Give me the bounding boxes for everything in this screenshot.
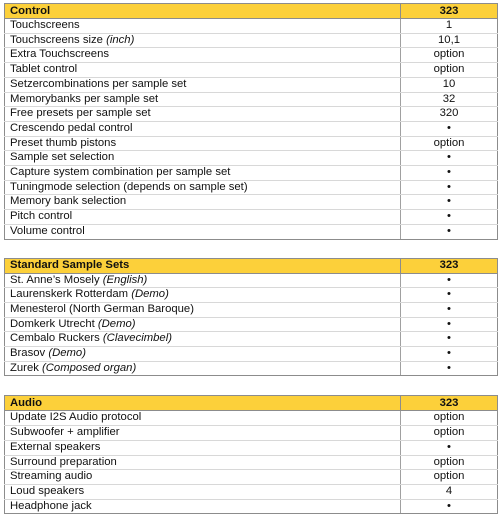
feature-name: External speakers [10,440,101,453]
spec-row [5,499,498,514]
feature-label [5,302,401,317]
feature-note: (Demo) [48,347,86,360]
model-column: 323 [401,4,498,19]
spec-row [5,470,498,485]
feature-name: Cembalo Ruckers [10,332,103,345]
spec-row [5,332,498,347]
feature-label [5,121,401,136]
feature-label [5,455,401,470]
feature-value: option [401,136,498,151]
spec-row [5,63,498,78]
spec-row [5,210,498,225]
spec-row [5,361,498,376]
spec-row [5,302,498,317]
feature-note: (inch) [106,33,135,46]
audio-header [5,396,498,411]
spec-row [5,92,498,107]
sample-sets-rows [5,273,498,376]
feature-label [5,151,401,166]
audio-table [4,395,498,514]
spec-row [5,166,498,181]
included-bullet: • [401,151,498,166]
feature-label [5,33,401,48]
model-column: 323 [401,258,498,273]
feature-label [5,440,401,455]
included-bullet: • [401,195,498,210]
feature-name: Tuningmode selection (depends on sample set) [10,180,248,193]
feature-label [5,19,401,34]
included-bullet: • [401,210,498,225]
feature-name: Setzercombinations per sample set [10,77,187,90]
feature-name: Loud speakers [10,484,85,497]
feature-name: Free presets per sample set [10,107,151,120]
feature-name: Preset thumb pistons [10,136,117,149]
feature-label [5,136,401,151]
included-bullet: • [401,361,498,376]
feature-value: 10 [401,77,498,92]
included-bullet: • [401,499,498,514]
spec-row [5,48,498,63]
feature-value: option [401,455,498,470]
feature-label [5,499,401,514]
feature-name: Laurenskerk Rotterdam [10,288,132,301]
spec-row [5,411,498,426]
feature-label [5,48,401,63]
feature-label [5,273,401,288]
feature-name: Touchscreens [10,19,80,31]
feature-label [5,107,401,122]
spec-row [5,288,498,303]
spec-row [5,107,498,122]
spec-row [5,19,498,34]
feature-name: Update I2S Audio protocol [10,411,142,424]
section-title: Standard Sample Sets [5,258,401,273]
feature-value: 4 [401,484,498,499]
feature-value: option [401,63,498,78]
feature-name: Streaming audio [10,470,93,483]
feature-label [5,166,401,181]
section-title: Audio [5,396,401,411]
feature-value: 320 [401,107,498,122]
included-bullet: • [401,347,498,362]
feature-name: Zurek [10,361,43,374]
spec-row [5,33,498,48]
included-bullet: • [401,440,498,455]
control-header [5,4,498,19]
sample-sets-header [5,258,498,273]
spec-row [5,224,498,239]
feature-name: Volume control [10,224,85,237]
feature-label [5,332,401,347]
feature-name: Touchscreens size [10,33,107,46]
feature-label [5,470,401,485]
feature-label [5,195,401,210]
feature-name: Memorybanks per sample set [10,92,159,105]
audio-rows [5,411,498,514]
feature-name: Domkerk Utrecht [10,317,98,330]
model-column: 323 [401,396,498,411]
feature-value: option [401,48,498,63]
feature-label [5,63,401,78]
feature-label [5,92,401,107]
spec-row [5,151,498,166]
feature-note: (Clavecimbel) [102,332,172,345]
feature-label [5,288,401,303]
feature-name: Tablet control [10,63,78,76]
feature-name: Pitch control [10,210,73,223]
sample-sets-table [4,258,498,377]
feature-value: 32 [401,92,498,107]
feature-name: Memory bank selection [10,195,127,208]
feature-name: Subwoofer + amplifier [10,426,120,439]
spec-row [5,440,498,455]
feature-name: St. Anne’s Mosely [10,273,103,286]
feature-label [5,210,401,225]
feature-name: Brasov [10,347,49,360]
feature-value: option [401,470,498,485]
included-bullet: • [401,180,498,195]
spec-row [5,347,498,362]
included-bullet: • [401,302,498,317]
spec-row [5,121,498,136]
spec-row [5,426,498,441]
spec-row [5,77,498,92]
included-bullet: • [401,224,498,239]
feature-name: Sample set selection [10,151,115,164]
feature-name: Capture system combination per sample set [10,166,231,179]
included-bullet: • [401,332,498,347]
feature-name: Headphone jack [10,499,92,512]
feature-label [5,77,401,92]
control-table [4,3,498,240]
feature-note: (English) [102,273,148,286]
spec-row [5,195,498,210]
section-title: Control [5,4,401,19]
control-rows [5,19,498,240]
included-bullet: • [401,121,498,136]
feature-label [5,426,401,441]
feature-name: Surround preparation [10,455,117,468]
feature-note: (Demo) [131,288,169,301]
feature-name: Extra Touchscreens [10,48,110,61]
feature-note: (Composed organ) [42,361,137,374]
feature-value: 10,1 [401,33,498,48]
feature-value: 1 [401,19,498,34]
included-bullet: • [401,317,498,332]
included-bullet: • [401,166,498,181]
feature-value: option [401,426,498,441]
feature-label [5,347,401,362]
feature-name: Crescendo pedal control [10,121,133,134]
feature-note: (Demo) [97,317,136,330]
included-bullet: • [401,273,498,288]
spec-row [5,455,498,470]
feature-label [5,224,401,239]
feature-value: option [401,411,498,426]
included-bullet: • [401,288,498,303]
feature-label [5,411,401,426]
feature-label [5,361,401,376]
spec-row [5,136,498,151]
feature-name: Menesterol (North German Baroque) [10,302,194,315]
spec-row [5,317,498,332]
feature-label [5,180,401,195]
feature-label [5,317,401,332]
spec-row [5,180,498,195]
spec-row [5,273,498,288]
